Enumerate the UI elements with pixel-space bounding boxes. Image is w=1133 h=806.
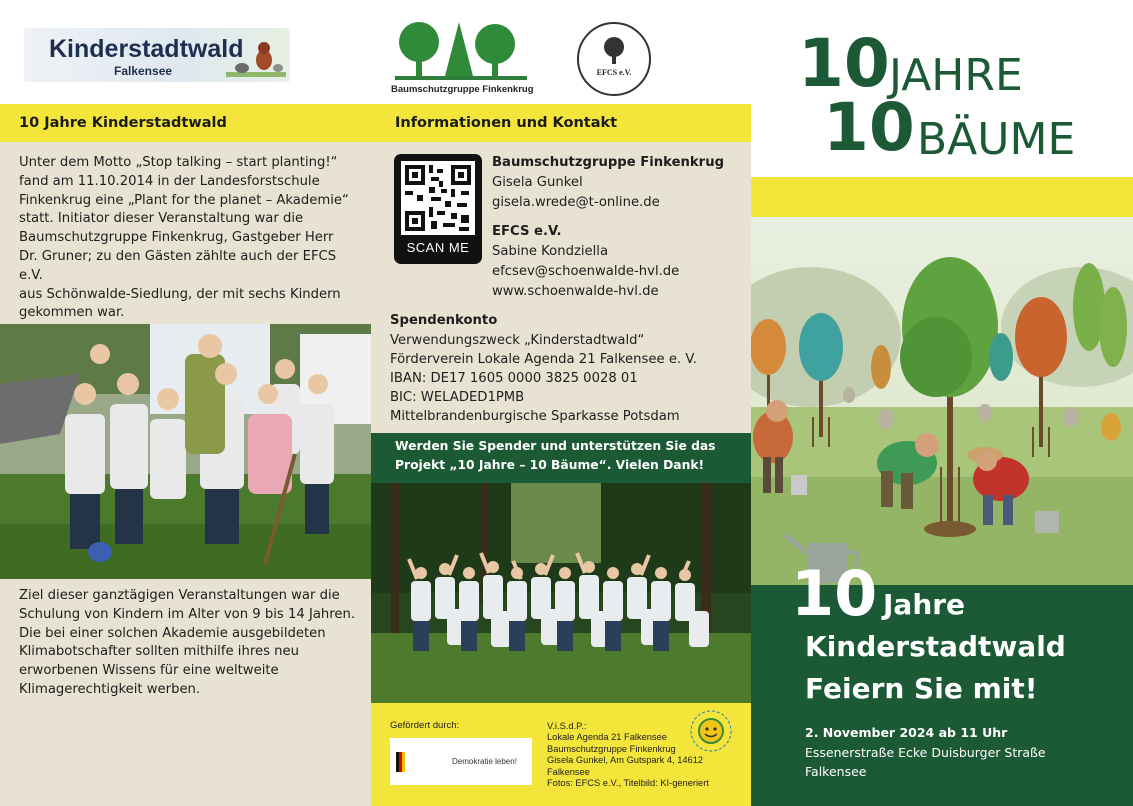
- contact2-web[interactable]: www.schoenwalde-hvl.de: [492, 284, 659, 299]
- panel-right: [751, 0, 1133, 806]
- outro-text: [19, 587, 364, 700]
- group-photo-children: [0, 324, 371, 579]
- cover-title: [751, 0, 1133, 177]
- baumschutzgruppe-logo: [387, 18, 537, 98]
- account-line: IBAN: DE17 1605 0000 3825 0028 01: [390, 371, 638, 386]
- kinderstadtwald-logo: [24, 28, 290, 82]
- logo-title: Kinderstadtwald: [49, 35, 244, 63]
- qr-code[interactable]: [394, 154, 482, 264]
- footer-imprint: [371, 703, 751, 806]
- efcs-seal: [577, 22, 651, 96]
- imprint-line: Lokale Agenda 21 Falkensee: [547, 732, 667, 743]
- appeal-banner: [371, 433, 751, 483]
- contact-block: [492, 153, 747, 302]
- imprint-line: Gisela Gunkel, Am Gutspark 4, 14612 Falkensee: [547, 755, 704, 777]
- cover-illustration-planting: [751, 217, 1133, 585]
- text-line: Baumschutzgruppe Finkenkrug, Gastgeber Herr: [19, 230, 334, 246]
- logo-subtitle: Falkensee: [114, 64, 173, 78]
- contact2-org: EFCS e.V.: [492, 224, 562, 239]
- text-line: Finkenkrug eine „Plant for the planet – Akademie“: [19, 192, 349, 208]
- title-number: 10: [823, 89, 915, 166]
- text-line: Ziel dieser ganztägigen Veranstaltungen war die: [19, 588, 340, 603]
- account-line: Förderverein Lokale Agenda 21 Falkensee e. V.: [390, 352, 697, 367]
- text-line: Schulung von Kindern im Alter von 9 bis 14 Jahren.: [19, 606, 356, 622]
- logo-area-left: [0, 0, 371, 104]
- account-line: Verwendungszweck „Kinderstadtwald“: [390, 333, 645, 348]
- tree-icon: [599, 36, 629, 64]
- sponsor-text: Demokratie leben!: [452, 757, 517, 766]
- text-line: Unter dem Motto „Stop talking – start planting!“: [19, 155, 338, 170]
- heading-bar-left: [0, 104, 371, 142]
- account-line: BIC: WELADED1PMB: [390, 390, 525, 405]
- banner-headline: Kinderstadtwald: [805, 630, 1066, 663]
- text-line: Klimagerechtigkeit werben.: [19, 681, 201, 697]
- appeal-line: Projekt „10 Jahre – 10 Bäume“. Vielen Dank!: [395, 458, 705, 472]
- text-line: gekommen war.: [19, 305, 125, 321]
- banner-headline: Feiern Sie mit!: [805, 672, 1038, 705]
- contact2-email[interactable]: efcsev@schoenwalde-hvl.de: [492, 264, 680, 279]
- text-line: Klimabotschafter sollten mithilfe ihres neu: [19, 644, 299, 660]
- account-line: Mittelbrandenburgische Sparkasse Potsdam: [390, 409, 680, 424]
- cover-banner: [751, 557, 1133, 806]
- panel-left: [0, 0, 371, 806]
- imprint-line: Fotos: EFCS e.V., Titelbild: KI-generiert: [547, 778, 709, 789]
- heading-info-contact: Informationen und Kontakt: [395, 115, 618, 131]
- title-word: BÄUME: [917, 114, 1076, 165]
- seal-label: EFCS e.V.: [596, 68, 632, 77]
- contact1-email[interactable]: gisela.wrede@t-online.de: [492, 195, 660, 210]
- contact1-name: Gisela Gunkel: [492, 175, 583, 190]
- intro-text: [19, 154, 364, 323]
- text-line: fand am 11.10.2014 in der Landesforstschule: [19, 173, 320, 189]
- banner-number: 10: [791, 557, 878, 630]
- contact2-name: Sabine Kondziella: [492, 244, 609, 259]
- qr-code-icon: [401, 161, 475, 235]
- text-line: Dr. Gruner; zu den Gästen zählte auch der EFCS e.V.: [19, 248, 337, 283]
- trees-icon: [387, 18, 537, 84]
- heading-bar-middle: [371, 104, 751, 142]
- text-line: aus Schönwalde-Siedlung, der mit sechs Kindern: [19, 286, 341, 302]
- federal-eagle-icon: [396, 752, 406, 772]
- logo-area-middle: [371, 0, 751, 104]
- panel-middle: [371, 0, 751, 806]
- event-address: Essenerstraße Ecke Duisburger Straße: [805, 745, 1046, 760]
- donation-account: [390, 311, 745, 426]
- sponsor-logo: [390, 738, 532, 785]
- text-line: erworbenen Wissens für eine weltweite: [19, 663, 279, 679]
- imprint-line: Baumschutzgruppe Finkenkrug: [547, 743, 676, 754]
- accent-bar-right: [751, 177, 1133, 217]
- banner-word: Jahre: [883, 588, 966, 621]
- appeal-line: Werden Sie Spender und unterstützen Sie das: [395, 439, 716, 453]
- group-photo-forest: [371, 483, 751, 703]
- qr-label: SCAN ME: [406, 240, 470, 255]
- funded-by-label: Gefördert durch:: [390, 720, 460, 731]
- event-address: Falkensee: [805, 764, 867, 779]
- account-heading: Spendenkonto: [390, 313, 498, 328]
- contact1-org: Baumschutzgruppe Finkenkrug: [492, 155, 725, 170]
- event-date: 2. November 2024 ab 11 Uhr: [805, 725, 1008, 740]
- title-word: JAHRE: [889, 50, 1023, 101]
- text-line: statt. Initiator dieser Veranstaltung war die: [19, 211, 304, 227]
- title-number: 10: [798, 25, 890, 102]
- imprint-line: V.i.S.d.P.:: [547, 721, 587, 731]
- heading-kinderstadtwald: 10 Jahre Kinderstadtwald: [19, 115, 227, 131]
- text-line: Die bei einer solchen Akademie ausgebildeten: [19, 625, 326, 641]
- logo-caption: Baumschutzgruppe Finkenkrug: [391, 84, 534, 95]
- agenda21-logo: [689, 709, 733, 753]
- animals-icon: [226, 38, 286, 78]
